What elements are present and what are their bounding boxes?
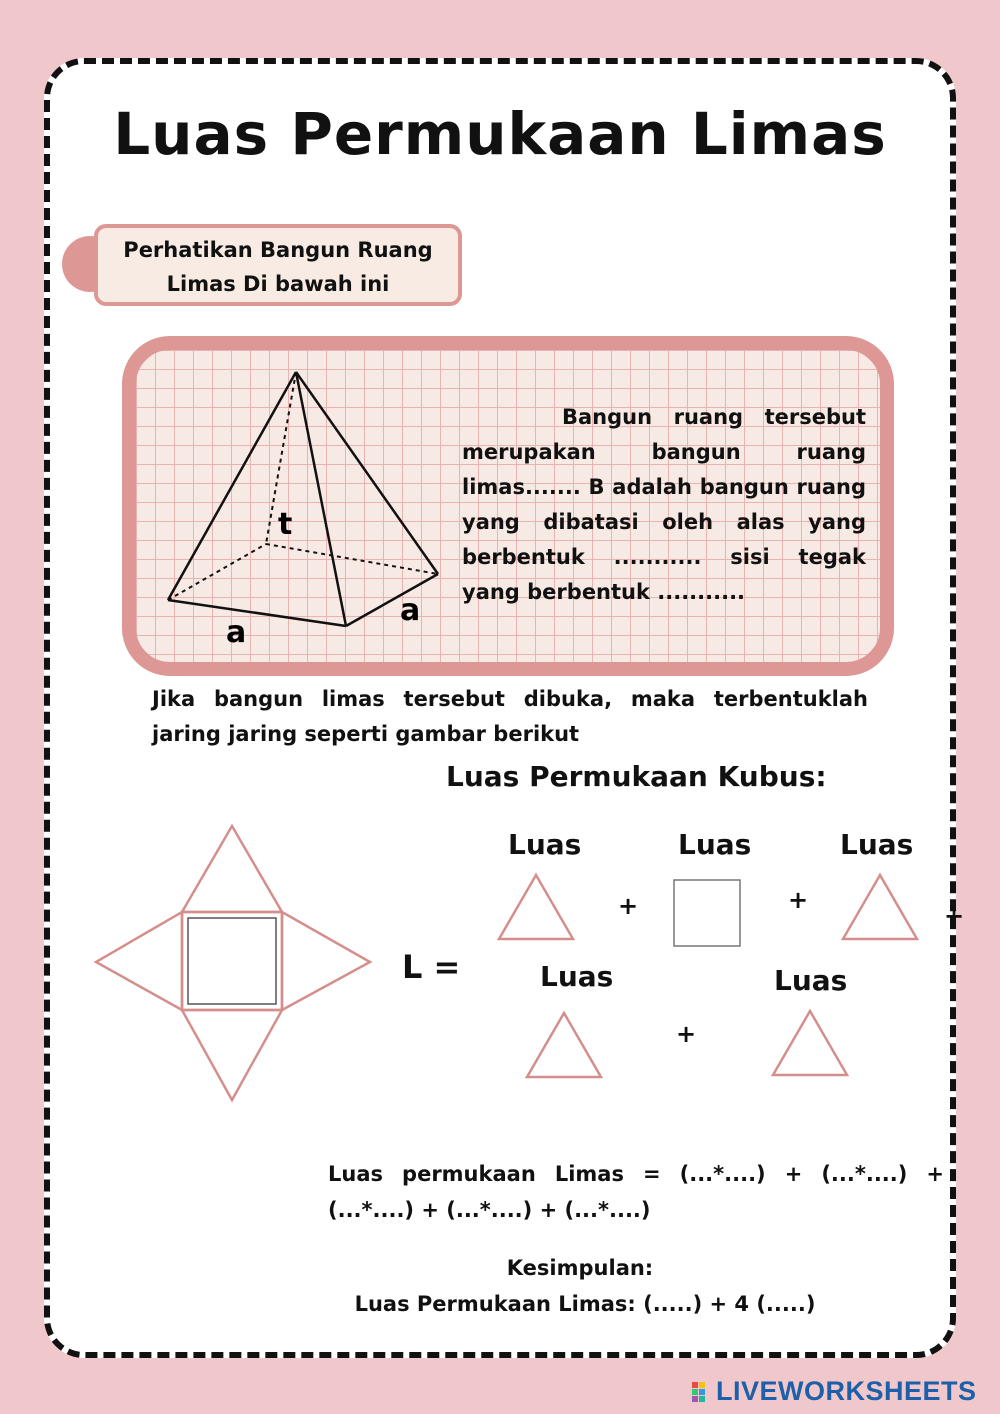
brand-text: LIVEWORKSHEETS [716, 1376, 977, 1406]
luas-label-5: Luas [774, 964, 848, 997]
luas-label-2: Luas [678, 828, 752, 861]
triangle-shape-4 [770, 1008, 850, 1078]
description-text: Bangun ruang tersebut merupakan bangun ruang limas....... B adalah bangun ruang yang dibatasi oleh alas yang berbentuk ........... sisi tegak yang berbentuk ........... [462, 405, 866, 604]
label-base-left: a [226, 615, 247, 650]
net-triangle-right [282, 912, 370, 1010]
luas-label-1: Luas [508, 828, 582, 861]
net-base-square [182, 912, 282, 1010]
conclusion-heading: Kesimpulan: [506, 1256, 654, 1280]
net-triangle-top [182, 826, 282, 912]
pyramid-net [92, 822, 376, 1104]
net-triangle-bottom [182, 1010, 282, 1100]
triangle-shape-2 [840, 872, 920, 942]
page-title: Luas Permukaan Limas [113, 100, 887, 168]
base-edge-front-left [168, 600, 346, 626]
plus-sign-4: + [676, 1020, 697, 1048]
pyramid-edge-right [296, 372, 438, 574]
square-shape [672, 878, 742, 948]
base-edge-front-right [346, 574, 438, 626]
section-title: Luas Permukaan Kubus: [446, 760, 827, 793]
intro-line-2: Limas Di bawah ini [166, 272, 390, 296]
plus-sign-2: + [788, 886, 809, 914]
formula-text: Luas permukaan Limas = (...*....) + (...*....) + (...*....) + (...*....) + (...*....) [328, 1162, 944, 1222]
base-edge-hidden-right [266, 544, 438, 574]
plus-sign-3: + [944, 902, 965, 930]
luas-label-4: Luas [540, 960, 614, 993]
net-triangle-left [96, 912, 182, 1010]
liveworksheets-logo [692, 1376, 977, 1407]
pyramid-figure [150, 362, 450, 652]
intro-line-1: Perhatikan Bangun Ruang [123, 238, 433, 262]
net-intro-text: Jika bangun limas tersebut dibuka, maka terbentuklah jaring jaring seperti gambar berikut [152, 687, 868, 746]
luas-label-3: Luas [840, 828, 914, 861]
equation-lhs: L = [402, 948, 461, 986]
label-height: t [278, 507, 293, 542]
plus-sign-1: + [618, 892, 639, 920]
intro-label [94, 224, 462, 306]
pyramid-edge-front [296, 372, 346, 626]
liveworksheets-icon [692, 1382, 712, 1402]
label-base-right: a [400, 593, 421, 628]
triangle-shape-3 [524, 1010, 604, 1080]
net-inner-square [188, 918, 276, 1004]
triangle-shape-1 [496, 872, 576, 942]
conclusion-text: Luas Permukaan Limas: (.....) + 4 (.....) [354, 1292, 816, 1316]
